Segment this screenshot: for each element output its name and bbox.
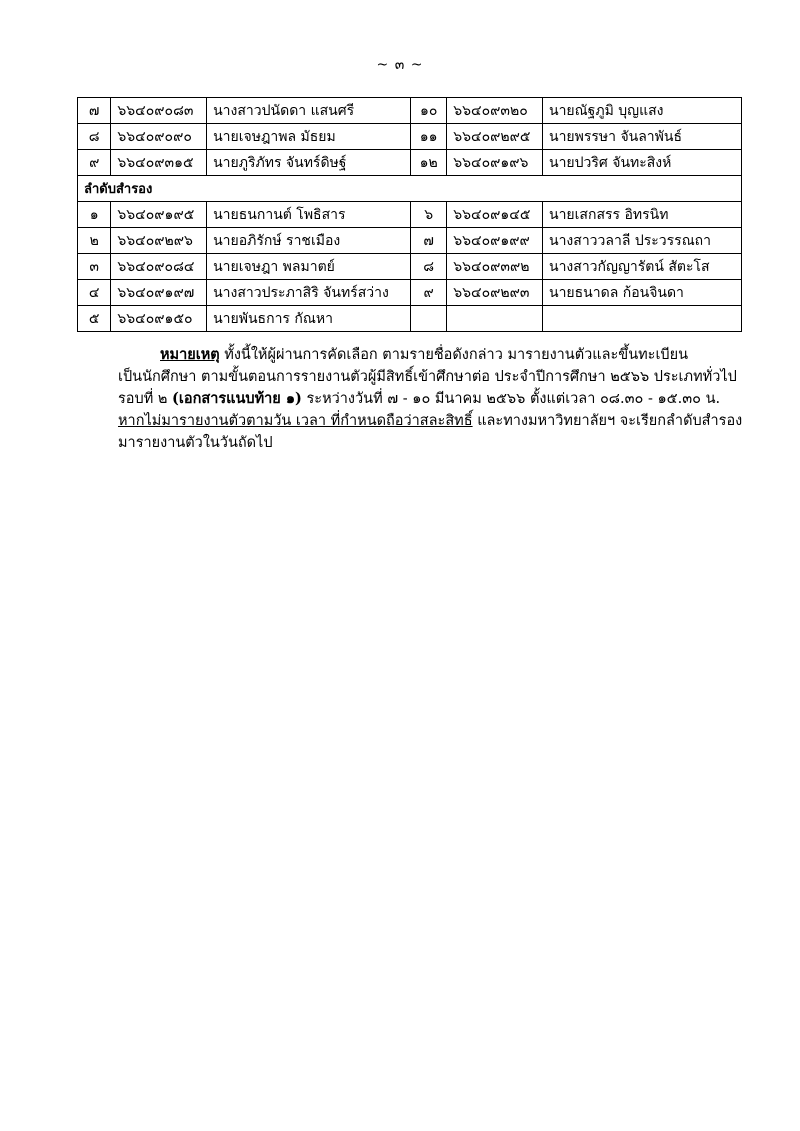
seq-number: ๒ [78, 228, 111, 254]
student-name: นายธนาดล ก้อนจินดา [543, 280, 742, 306]
student-name: นายเจษฎา พลมาตย์ [207, 254, 411, 280]
student-id: ๖๖๔๐๙๑๙๙ [447, 228, 543, 254]
student-id: ๖๖๔๐๙๓๑๕ [111, 150, 207, 176]
table-row [78, 228, 742, 254]
table-row [78, 124, 742, 150]
reserve-list-body [78, 202, 742, 332]
student-name: นายปวริศ จันทะสิงห์ [543, 150, 742, 176]
student-name: นางสาววลาลี ประวรรณถา [543, 228, 742, 254]
table-row [78, 254, 742, 280]
seq-number: ๗ [411, 228, 447, 254]
seq-number: ๑ [78, 202, 111, 228]
reserve-heading-body [78, 176, 742, 202]
student-id: ๖๖๔๐๙๑๕๐ [111, 306, 207, 332]
student-list-table [77, 97, 742, 332]
main-list-body [78, 98, 742, 176]
remark-line-4 [118, 410, 746, 432]
student-id: ๖๖๔๐๙๑๙๖ [447, 150, 543, 176]
seq-number: ๑๑ [411, 124, 447, 150]
seq-number: ๑๒ [411, 150, 447, 176]
student-id: ๖๖๔๐๙๒๙๓ [447, 280, 543, 306]
student-id: ๖๖๔๐๙๓๒๐ [447, 98, 543, 124]
reserve-heading: ลำดับสำรอง [78, 176, 742, 202]
student-id: ๖๖๔๐๙๐๘๔ [111, 254, 207, 280]
student-name: นายณัฐภูมิ บุญแสง [543, 98, 742, 124]
seq-number: ๖ [411, 202, 447, 228]
student-id: ๖๖๔๐๙๒๙๕ [447, 124, 543, 150]
student-name: นายพรรษา จันลาพันธ์ [543, 124, 742, 150]
table-row [78, 98, 742, 124]
student-name: นายภูริภัทร จันทร์ดิษฐ์ [207, 150, 411, 176]
seq-number: ๙ [411, 280, 447, 306]
student-id: ๖๖๔๐๙๐๙๐ [111, 124, 207, 150]
remark-line-2: เป็นนักศึกษา ตามขั้นตอนการรายงานตัวผู้มีสิทธิ์เข้าศึกษาต่อ ประจำปีการศึกษา ๒๕๖๖ ประเภททั่วไป [118, 369, 737, 385]
student-id: ๖๖๔๐๙๑๙๗ [111, 280, 207, 306]
seq-number: ๔ [78, 280, 111, 306]
seq-number: ๓ [78, 254, 111, 280]
seq-number [411, 306, 447, 332]
student-id: ๖๖๔๐๙๐๘๓ [111, 98, 207, 124]
student-name: นายเสกสรร อิทรนิท [543, 202, 742, 228]
remark-line-5: มารายงานตัวในวันถัดไป [118, 435, 273, 451]
remark-line-1 [118, 344, 746, 366]
forfeit-warning: หากไม่มารายงานตัวตามวัน เวลา ที่กำหนดถือว่าสละสิทธิ์ [118, 413, 473, 429]
table-row [78, 306, 742, 332]
page-number: ~ ๓ ~ [376, 57, 424, 73]
reserve-heading-row [78, 176, 742, 202]
seq-number: ๘ [411, 254, 447, 280]
remark-text-3b: ระหว่างวันที่ ๗ - ๑๐ มีนาคม ๒๕๖๖ ตั้งแต่เวลา ๐๘.๓๐ - ๑๕.๓๐ น. [301, 391, 721, 407]
student-name [543, 306, 742, 332]
student-name: นายพันธการ กัณหา [207, 306, 411, 332]
student-id: ๖๖๔๐๙๑๔๕ [447, 202, 543, 228]
table-row [78, 150, 742, 176]
seq-number: ๗ [78, 98, 111, 124]
seq-number: ๙ [78, 150, 111, 176]
student-id: ๖๖๔๐๙๒๙๖ [111, 228, 207, 254]
remark-label: หมายเหตุ [160, 346, 220, 363]
remark-text-1: ทั้งนี้ให้ผู้ผ่านการคัดเลือก ตามรายชื่อดังกล่าว มารายงานตัวและขึ้นทะเบียน [219, 347, 689, 363]
student-name: นายอภิรักษ์ ราชเมือง [207, 228, 411, 254]
attachment-reference: (เอกสารแนบท้าย ๑) [172, 390, 302, 407]
table-row [78, 202, 742, 228]
student-name: นายเจษฎาพล มัธยม [207, 124, 411, 150]
student-name: นายธนกานต์ โพธิสาร [207, 202, 411, 228]
seq-number: ๘ [78, 124, 111, 150]
remark-line-3 [118, 388, 746, 410]
table-row [78, 280, 742, 306]
student-name: นางสาวประภาสิริ จันทร์สว่าง [207, 280, 411, 306]
seq-number: ๑๐ [411, 98, 447, 124]
student-name: นางสาวกัญญารัตน์ สัตะโส [543, 254, 742, 280]
remark-section [118, 344, 746, 454]
student-id: ๖๖๔๐๙๓๙๒ [447, 254, 543, 280]
student-id [447, 306, 543, 332]
seq-number: ๕ [78, 306, 111, 332]
remark-text-3a: รอบที่ ๒ [118, 391, 173, 407]
student-name: นางสาวปนัดดา แสนศรี [207, 98, 411, 124]
remark-text-4: และทางมหาวิทยาลัยฯ จะเรียกลำดับสำรอง [472, 413, 743, 429]
student-id: ๖๖๔๐๙๑๙๕ [111, 202, 207, 228]
